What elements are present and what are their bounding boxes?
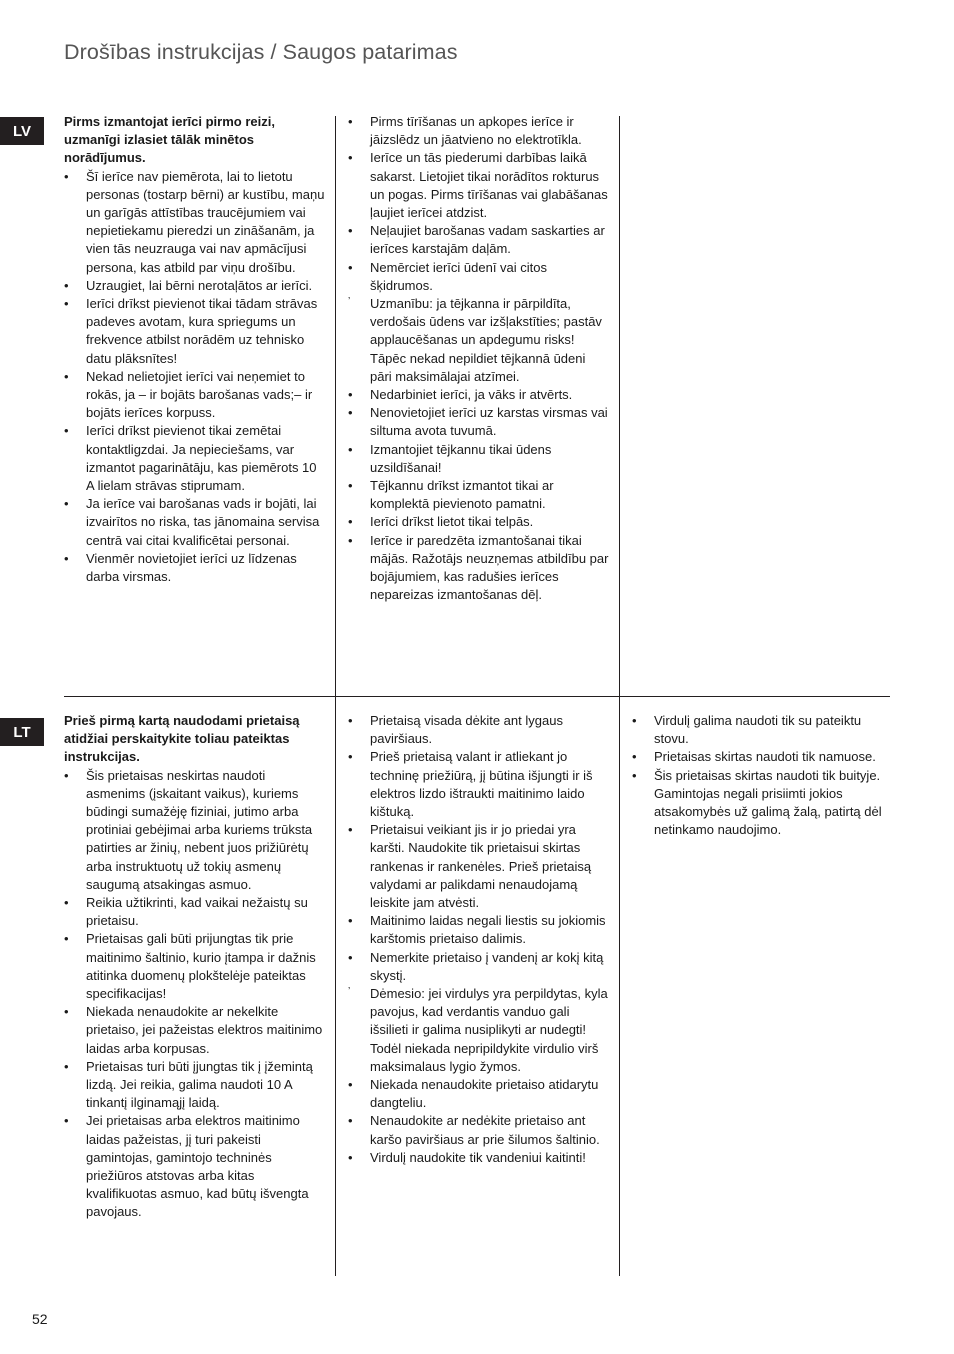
list-item [348,113,610,149]
list-item-text: Izmantojiet tējkannu tikai ūdens uzsildīšanai! [370,441,552,475]
list-item [64,550,326,586]
list-item-text: Nemerkite prietaiso į vandenį ar kokį kitą skystį. [370,949,604,983]
list-item-text: Prietaisą visada dėkite ant lygaus paviršiaus. [370,713,563,747]
lv-list-1 [64,168,326,587]
bullet-icon: • [348,949,353,965]
list-item [348,1076,610,1112]
bullet-icon: • [348,259,353,275]
list-item [348,477,610,513]
bullet-icon: • [348,514,353,530]
bullet-icon: • [64,496,69,512]
list-item [348,712,610,748]
list-item-text: Jei prietaisas arba elektros maitinimo laidas pažeistas, jį turi pakeisti gamintojas, gamintojo techninės priežiūros atstovas arba kitas kvalifikuotas asmuo, kad būtų išvengta pavojaus. [86,1113,309,1220]
list-item [348,222,610,258]
list-item-text: Prietaisas turi būti įjungtas tik į įžemintą lizdą. Jei reikia, galima naudoti 10 A tinkantį ilginamąjį laidą. [86,1058,313,1111]
list-item-text: Ierīce ir paredzēta izmantošanai tikai mājās. Ražotājs neuzņemas atbildību par bojājumiem, kas radušies ierīces nepareizas izmantošanas dēļ. [370,532,609,603]
bullet-icon: • [348,1077,353,1093]
list-item-text: Tējkannu drīkst izmantot tikai ar komplektā pievienoto pamatni. [370,478,554,512]
bullet-icon: • [348,405,353,421]
bullet-icon: • [64,277,69,293]
list-item [64,1058,326,1113]
list-item [64,767,326,894]
list-item [348,1112,610,1148]
list-item [64,1112,326,1221]
list-item-text: Nenovietojiet ierīci uz karstas virsmas vai siltuma avota tuvumā. [370,405,608,439]
list-item-text: Prietaisas gali būti prijungtas tik prie maitinimo šaltinio, kurio įtampa ir dažnis atitinka duomenų plokštelėje pateiktas specifikacijas! [86,931,316,1002]
list-item [348,149,610,222]
list-item-text: Maitinimo laidas negali liestis su jokiomis karštomis prietaiso dalimis. [370,913,606,947]
list-item [348,513,610,531]
list-item-text: Prietaisui veikiant jis ir jo priedai yra karšti. Naudokite tik prietaisui skirtas rankenas ir rankenėles. Prieš prietaisą valydami ar palikdami nenaudojamą leiskite jam atvėsti. [370,822,592,911]
bullet-icon: • [632,767,637,783]
list-item-text: Prietaisas skirtas naudoti tik namuose. [654,749,876,765]
warning-mark-icon: ’ [348,986,351,998]
list-item-text: Ierīci drīkst pievienot tikai tādam strāvas padeves avotam, kura spriegums un frekvence atbilst norādēm uz tehnisko datu plāksnītes! [86,296,318,366]
bullet-icon: • [64,1058,69,1074]
list-item-text: Niekada nenaudokite ar nekelkite prietaiso, jei pažeistas elektros maitinimo laidas arba korpusas. [86,1004,323,1056]
list-item [348,441,610,477]
list-item [348,985,610,1076]
bullet-icon: • [348,913,353,929]
lv-intro-text: Pirms izmantojat ierīci pirmo reizi, uzmanīgi izlasiet tālāk minētos norādījumus. [64,114,275,166]
bullet-icon: • [348,822,353,838]
bullet-icon: • [64,1113,69,1129]
bullet-icon: • [348,713,353,728]
list-item-text: Uzraugiet, lai bērni nerotaļātos ar ierīci. [86,277,313,293]
lt-list-3 [632,712,894,839]
list-item-text: Nemērciet ierīci ūdenī vai citos šķidrumos. [370,259,548,293]
list-item [348,259,610,295]
list-item [348,1149,610,1167]
list-item-text: Šis prietaisas skirtas naudoti tik buityje. Gamintojas negali prisiimti jokios atsakomybės už galimą žalą, patirtą dėl netinkamo naudojimo. [654,767,882,838]
list-item-text: Niekada nenaudokite prietaiso atidarytu dangteliu. [370,1077,599,1111]
list-item [64,295,326,368]
bullet-icon: • [64,168,69,184]
list-item [632,767,894,840]
list-item [64,277,326,295]
list-item [348,386,610,404]
list-item [348,821,610,912]
page-title: Drošības instrukcijas / Saugos patarimas [64,40,458,64]
bullet-icon: • [348,114,353,129]
lt-list-1 [64,767,326,1222]
list-item [64,168,326,277]
lt-intro-text: Prieš pirmą kartą naudodami prietaisą atidžiai perskaitykite toliau pateiktas instrukcijas. [64,713,300,765]
bullet-icon: • [64,767,69,783]
list-item-text: Vienmēr novietojiet ierīci uz līdzenas darba virsmas. [86,550,297,585]
lv-column-1 [64,113,326,586]
bullet-icon: • [64,895,69,911]
column-divider [335,116,336,697]
list-item-text: Ierīci drīkst pievienot tikai zemētai kontaktligzdai. Ja nepieciešams, var izmantot pagarinātāju, kas piemērots 10 A lielam strāvas stiprumam. [86,423,317,494]
lt-column-3 [632,712,894,839]
list-item-text: Pirms tīrīšanas un apkopes ierīce ir jāizslēdz un jāatvieno no elektrotīkla. [370,114,582,148]
bullet-icon: • [64,423,69,439]
lt-column-2 [348,712,610,1167]
list-item-text: Prieš prietaisą valant ir atliekant jo techninę priežiūrą, jį būtina išjungti ir iš elektros lizdo ištraukti maitinimo laido kištuką. [370,749,593,820]
list-item-text: Reikia užtikrinti, kad vaikai nežaistų su prietaisu. [86,895,308,929]
list-item [64,495,326,550]
bullet-icon: • [348,532,353,548]
bullet-icon: • [348,387,353,403]
list-item [348,949,610,985]
bullet-icon: • [64,931,69,947]
bullet-icon: • [64,1004,69,1020]
section-divider [64,696,890,697]
list-item-text: Nedarbiniet ierīci, ja vāks ir atvērts. [370,387,573,403]
list-item-text: Neļaujiet barošanas vadam saskarties ar ierīces karstajām daļām. [370,223,605,257]
list-item-text: Virdulį galima naudoti tik su pateiktu stovu. [654,713,862,747]
list-item-text: Nenaudokite ar nedėkite prietaiso ant karšo paviršiaus ar prie šilumos šaltinio. [370,1113,600,1147]
bullet-icon: • [632,713,637,728]
list-item [348,748,610,821]
lv-list-2 [348,113,610,604]
bullet-icon: • [348,223,353,239]
list-item [64,368,326,423]
list-item-text: Virdulį naudokite tik vandeniui kaitinti! [370,1149,586,1165]
lt-list-2 [348,712,610,1167]
lv-column-2 [348,113,610,604]
list-item-text: Šī ierīce nav piemērota, lai to lietotu personas (tostarp bērni) ar kustību, maņu un garīgās attīstības traucējumiem vai nepietiekamu pieredzi un zināšanām, ja vien tās neuzrauga vai nav apmācījusi persona, kas atbild par viņu drošību. [86,168,325,275]
bullet-icon: • [348,1113,353,1129]
bullet-icon: • [632,749,637,765]
list-item [348,532,610,605]
bullet-icon: • [64,550,69,566]
list-item [64,1003,326,1058]
column-divider [335,697,336,1276]
page-number: 52 [32,1311,48,1327]
language-badge-lv: LV [0,117,44,145]
list-item-text: Nekad nelietojiet ierīci vai neņemiet to rokās, ja – ir bojāts barošanas vads;– ir bojāts ierīces korpuss. [86,368,313,421]
bullet-icon: • [348,478,353,494]
bullet-icon: • [64,368,69,384]
column-divider [619,116,620,697]
list-item-text: Šis prietaisas neskirtas naudoti asmenims (įskaitant vaikus), kuriems būdingi sumažėję fiziniai, jutimo arba protiniai gebėjimai arba kuriems trūksta patirties ar žinių, nebent juos prižiūrėtų arba instruktuotų už tokių asmenų saugumą atsakingas asmuo. [86,767,313,892]
list-item [632,712,894,748]
list-item-text: Uzmanību: ja tējkanna ir pārpildīta, verdošais ūdens var izšļakstīties; pastāv applaucēšanas un apdegumu risks! Tāpēc nekad nepildiet tējkannā ūdeni pāri maksimālajai atzīmei. [370,296,602,384]
column-divider [619,697,620,1276]
language-badge-lt: LT [0,718,44,746]
list-item [348,404,610,440]
list-item-text: Ja ierīce vai barošanas vads ir bojāti, lai izvairītos no riska, tas jānomaina servisa centrā vai citai kvalificētai personai. [86,496,320,548]
list-item-text: Ierīce un tās piederumi darbības laikā sakarst. Lietojiet tikai norādītos rokturus un pogas. Pirms tīrīšanas vai glabāšanas ļaujiet ierīcei atdzist. [370,150,608,221]
list-item [348,912,610,948]
bullet-icon: • [348,1149,353,1165]
bullet-icon: • [348,441,353,457]
list-item-text: Ierīci drīkst lietot tikai telpās. [370,514,534,530]
bullet-icon: • [348,150,353,166]
list-item [64,422,326,495]
list-item-text: Dėmesio: jei virdulys yra perpildytas, kyla pavojus, kad verdantis vanduo gali išsilieti ir galima nusiplikyti ar nudegti! Todėl niekada nepripildykite virdulio virš maksimalaus lygio žymos. [370,986,608,1074]
lt-column-1 [64,712,326,1222]
list-item [348,295,610,386]
warning-mark-icon: ’ [348,296,351,308]
list-item [632,748,894,766]
bullet-icon: • [64,296,69,312]
list-item [64,930,326,1003]
list-item [64,894,326,930]
bullet-icon: • [348,749,353,765]
